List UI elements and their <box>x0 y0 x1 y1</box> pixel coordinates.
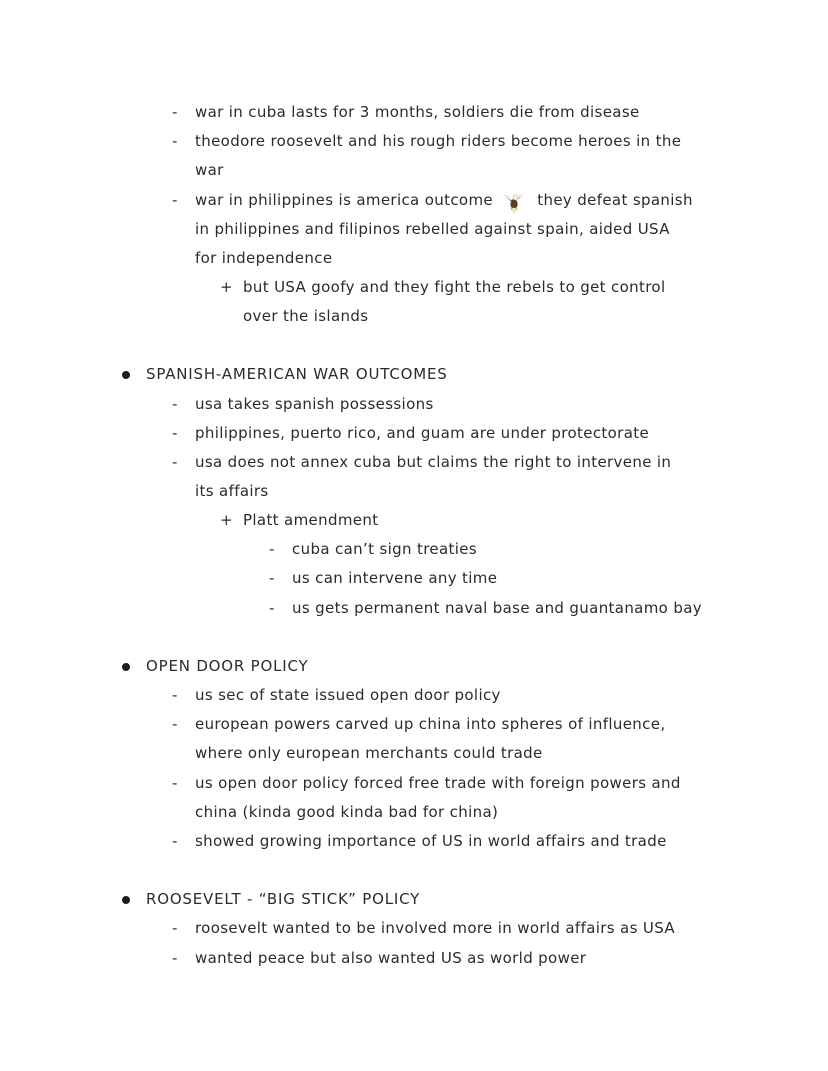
dash-marker: - <box>172 919 178 937</box>
note-line: where only european merchants could trade <box>195 744 543 762</box>
note-line: china (kinda good kinda bad for china) <box>195 803 499 821</box>
dash-marker: - <box>172 395 178 413</box>
note-line: but USA goofy and they fight the rebels to get control <box>243 278 666 296</box>
dash-marker: - <box>269 599 275 617</box>
dash-marker: - <box>172 774 178 792</box>
dash-marker: - <box>269 540 275 558</box>
note-line: cuba can’t sign treaties <box>292 540 478 558</box>
dash-marker: - <box>172 103 178 121</box>
plus-marker: + <box>220 278 233 296</box>
note-line: in philippines and filipinos rebelled against spain, aided USA <box>195 220 670 238</box>
note-line: usa does not annex cuba but claims the right to intervene in <box>195 453 672 471</box>
note-line: usa takes spanish possessions <box>195 395 434 413</box>
note-line: wanted peace but also wanted US as world power <box>195 949 587 967</box>
note-line: roosevelt wanted to be involved more in world affairs as USA <box>195 919 675 937</box>
plus-marker: + <box>220 511 233 529</box>
note-line: its affairs <box>195 482 269 500</box>
note-line: theodore roosevelt and his rough riders become heroes in the <box>195 132 682 150</box>
note-line-with-icon <box>195 186 693 215</box>
dash-marker: - <box>172 832 178 850</box>
note-line: us gets permanent naval base and guantanamo bay <box>292 599 702 617</box>
eagle-icon <box>500 188 528 214</box>
note-line: Platt amendment <box>243 511 379 529</box>
note-line: for independence <box>195 249 333 267</box>
section-heading: SPANISH-AMERICAN WAR OUTCOMES <box>146 365 448 383</box>
note-line: us open door policy forced free trade with foreign powers and <box>195 774 681 792</box>
dash-marker: - <box>269 569 275 587</box>
note-line: showed growing importance of US in world affairs and trade <box>195 832 667 850</box>
section-heading: OPEN DOOR POLICY <box>146 657 309 675</box>
dash-marker: - <box>172 191 178 209</box>
note-line: us sec of state issued open door policy <box>195 686 501 704</box>
dash-marker: - <box>172 686 178 704</box>
bullet-dot <box>122 663 130 671</box>
dash-marker: - <box>172 424 178 442</box>
note-line: philippines, puerto rico, and guam are under protectorate <box>195 424 650 442</box>
note-line: war in cuba lasts for 3 months, soldiers die from disease <box>195 103 640 121</box>
bullet-dot <box>122 371 130 379</box>
dash-marker: - <box>172 453 178 471</box>
note-line: european powers carved up china into spheres of influence, <box>195 715 666 733</box>
note-text: war in philippines is america outcome <box>195 191 494 209</box>
note-line: us can intervene any time <box>292 569 498 587</box>
note-text: they defeat spanish <box>537 191 693 209</box>
section-heading: ROOSEVELT - “BIG STICK” POLICY <box>146 890 421 908</box>
bullet-dot <box>122 896 130 904</box>
dash-marker: - <box>172 949 178 967</box>
dash-marker: - <box>172 715 178 733</box>
note-line: over the islands <box>243 307 369 325</box>
note-line: war <box>195 161 224 179</box>
dash-marker: - <box>172 132 178 150</box>
